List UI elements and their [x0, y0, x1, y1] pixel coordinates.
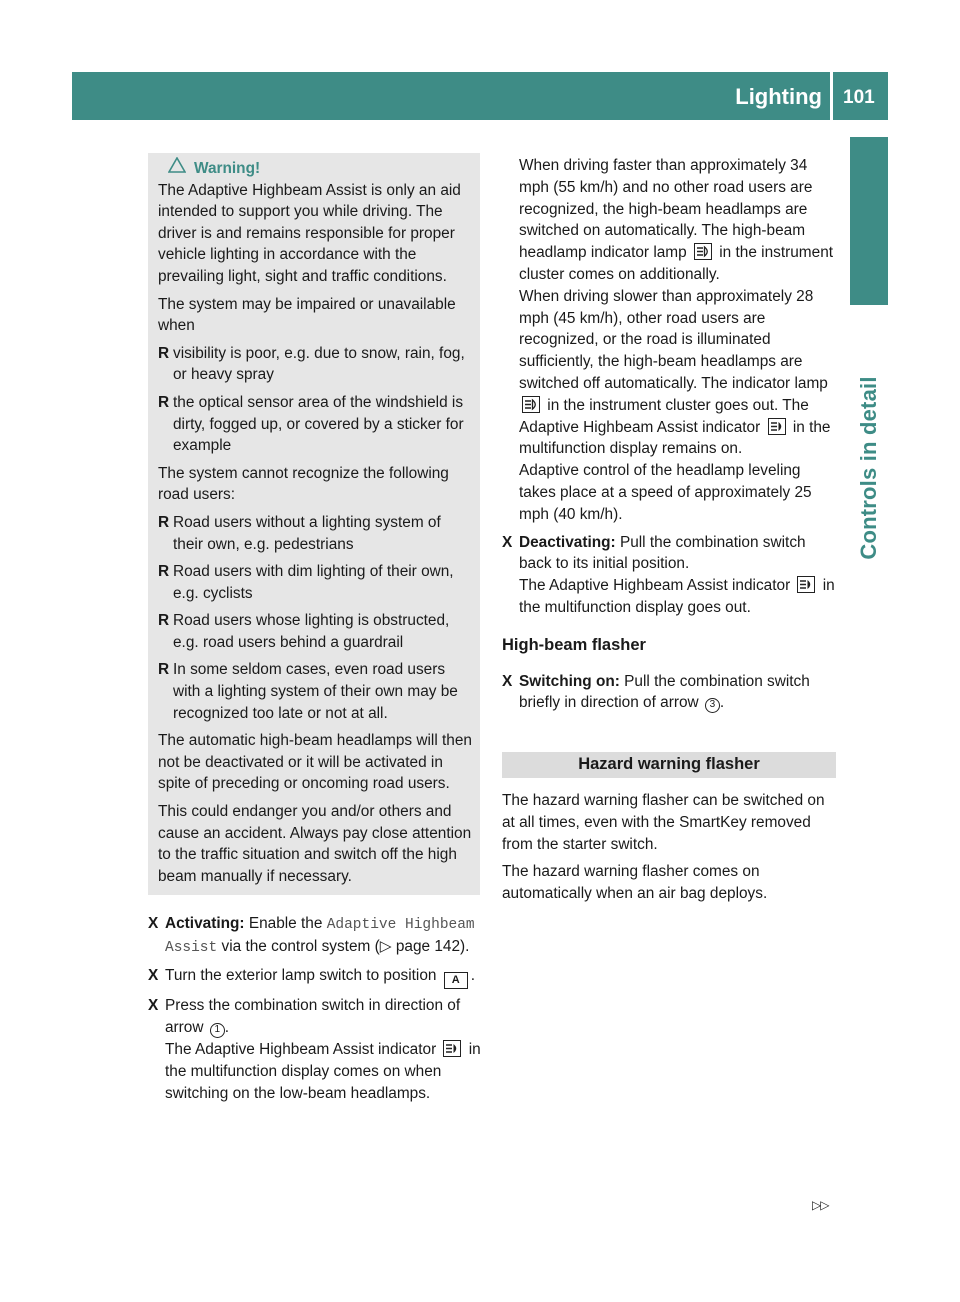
menu-item-name: Adaptive Highbeam Assist — [165, 917, 475, 956]
warning-title-text: Warning! — [194, 159, 261, 177]
right-column: When driving faster than approximately 34 mph (55 km/h) and no other road users are recognized, the high-beam headlamps are switched on automatically. The high-beam headlamp indicator lamp in the instrument cluster comes on additionally. When driving slower than approximately 28 mph (45 km/h), other road users are recognized, or the road is illuminated sufficiently, the high-beam headlamps are switched off automatically. The indicator lamp in the instrument cluster goes out. The Adaptive Highbeam Assist indicator in the multifunction display remains on. Adaptive control of the headlamp leveling takes place at a speed of approximately 25 mph (40 km/h). X Deactivating: Pull the combination switch back to its initial position. The Adaptive Highbeam Assist indicator in the multifunction display goes out. High-beam flasher X Switching on: Pull the combination switch briefly in direction of arrow 3 . Hazard warning flasher The hazard warning flasher can be switched on at all times, even with the SmartKey removed from the starter switch. The hazard warning flasher comes on automatically when an air bag deploys. — [502, 155, 836, 911]
highbeam-assist-indicator-icon — [797, 576, 815, 593]
left-steps — [148, 913, 482, 1111]
section-heading: High-beam flasher — [502, 635, 646, 654]
warning-triangle-icon — [168, 157, 186, 180]
list-item: R Road users with dim lighting of their own, e.g. cyclists — [158, 563, 454, 602]
section-heading: Hazard warning flasher — [502, 752, 836, 778]
step-turn-switch: X Turn the exterior lamp switch to position A . — [148, 965, 482, 989]
continue-arrows-icon: ▷▷ — [812, 1198, 829, 1212]
warning-closing-1: The automatic high-beam headlamps will then not be deactivated or it will be activated in spite of preceding or oncoming road users. — [158, 732, 472, 793]
hazard-paragraph: The hazard warning flasher comes on automatically when an air bag deploys. — [502, 863, 768, 903]
warning-title — [168, 157, 474, 180]
highbeam-indicator-icon — [694, 243, 712, 260]
header-divider — [830, 72, 833, 120]
page-number: 101 — [843, 87, 875, 108]
step-activating: X Activating: Enable the Adaptive Highbeam Assist via the control system (▷ page 142). — [148, 915, 475, 956]
arrow-number-1: 1 — [210, 1023, 225, 1038]
list-item: R visibility is poor, e.g. due to snow, rain, fog, or heavy spray — [158, 344, 465, 384]
auto-lamp-symbol-icon: A — [444, 972, 468, 989]
warning-intro: The Adaptive Highbeam Assist is only an aid intended to support you while driving. The driver is and remains responsible for proper vehicle lighting in accordance with the prevailing light, sight and traffic conditions. — [158, 181, 461, 285]
list-item: R In some seldom cases, even road users with a lighting system of their own may be recognized too late or not at all. — [158, 661, 458, 722]
warning-box — [148, 153, 480, 895]
warning-impaired-intro: The system may be impaired or unavailable when — [158, 295, 456, 335]
step-press-switch: X Press the combination switch in direction of arrow 1 . The Adaptive Highbeam Assist indicator in the multifunction display comes on when switching on the low-beam headlamps. — [148, 997, 481, 1102]
step-switching-on: X Switching on: Pull the combination switch briefly in direction of arrow 3 . — [502, 672, 810, 712]
hazard-paragraph: The hazard warning flasher can be switched on at all times, even with the SmartKey removed from the starter switch. — [502, 791, 825, 853]
list-item: R Road users whose lighting is obstructed, e.g. road users behind a guardrail — [158, 612, 450, 651]
side-tab-label: Controls in detail — [856, 376, 881, 560]
step-deactivating: X Deactivating: Pull the combination switch back to its initial position. The Adaptive Highbeam Assist indicator in the multifunction display goes out. — [502, 533, 835, 616]
warning-closing-2: This could endanger you and/or others and cause an accident. Always pay close attention to the traffic situation and switch off the high beam manually if necessary. — [158, 803, 472, 885]
side-tab — [850, 137, 888, 305]
page-section-title: Lighting — [735, 84, 822, 109]
list-item: R Road users without a lighting system of their own, e.g. pedestrians — [158, 513, 441, 553]
list-item: R the optical sensor area of the windshield is dirty, fogged up, or covered by a sticker for example — [158, 393, 464, 455]
warning-cannot-intro: The system cannot recognize the following road users: — [158, 464, 449, 504]
arrow-number-3: 3 — [705, 698, 720, 713]
highbeam-indicator-icon — [522, 396, 540, 413]
highbeam-assist-indicator-icon — [443, 1040, 461, 1057]
highbeam-assist-indicator-icon — [768, 418, 786, 435]
